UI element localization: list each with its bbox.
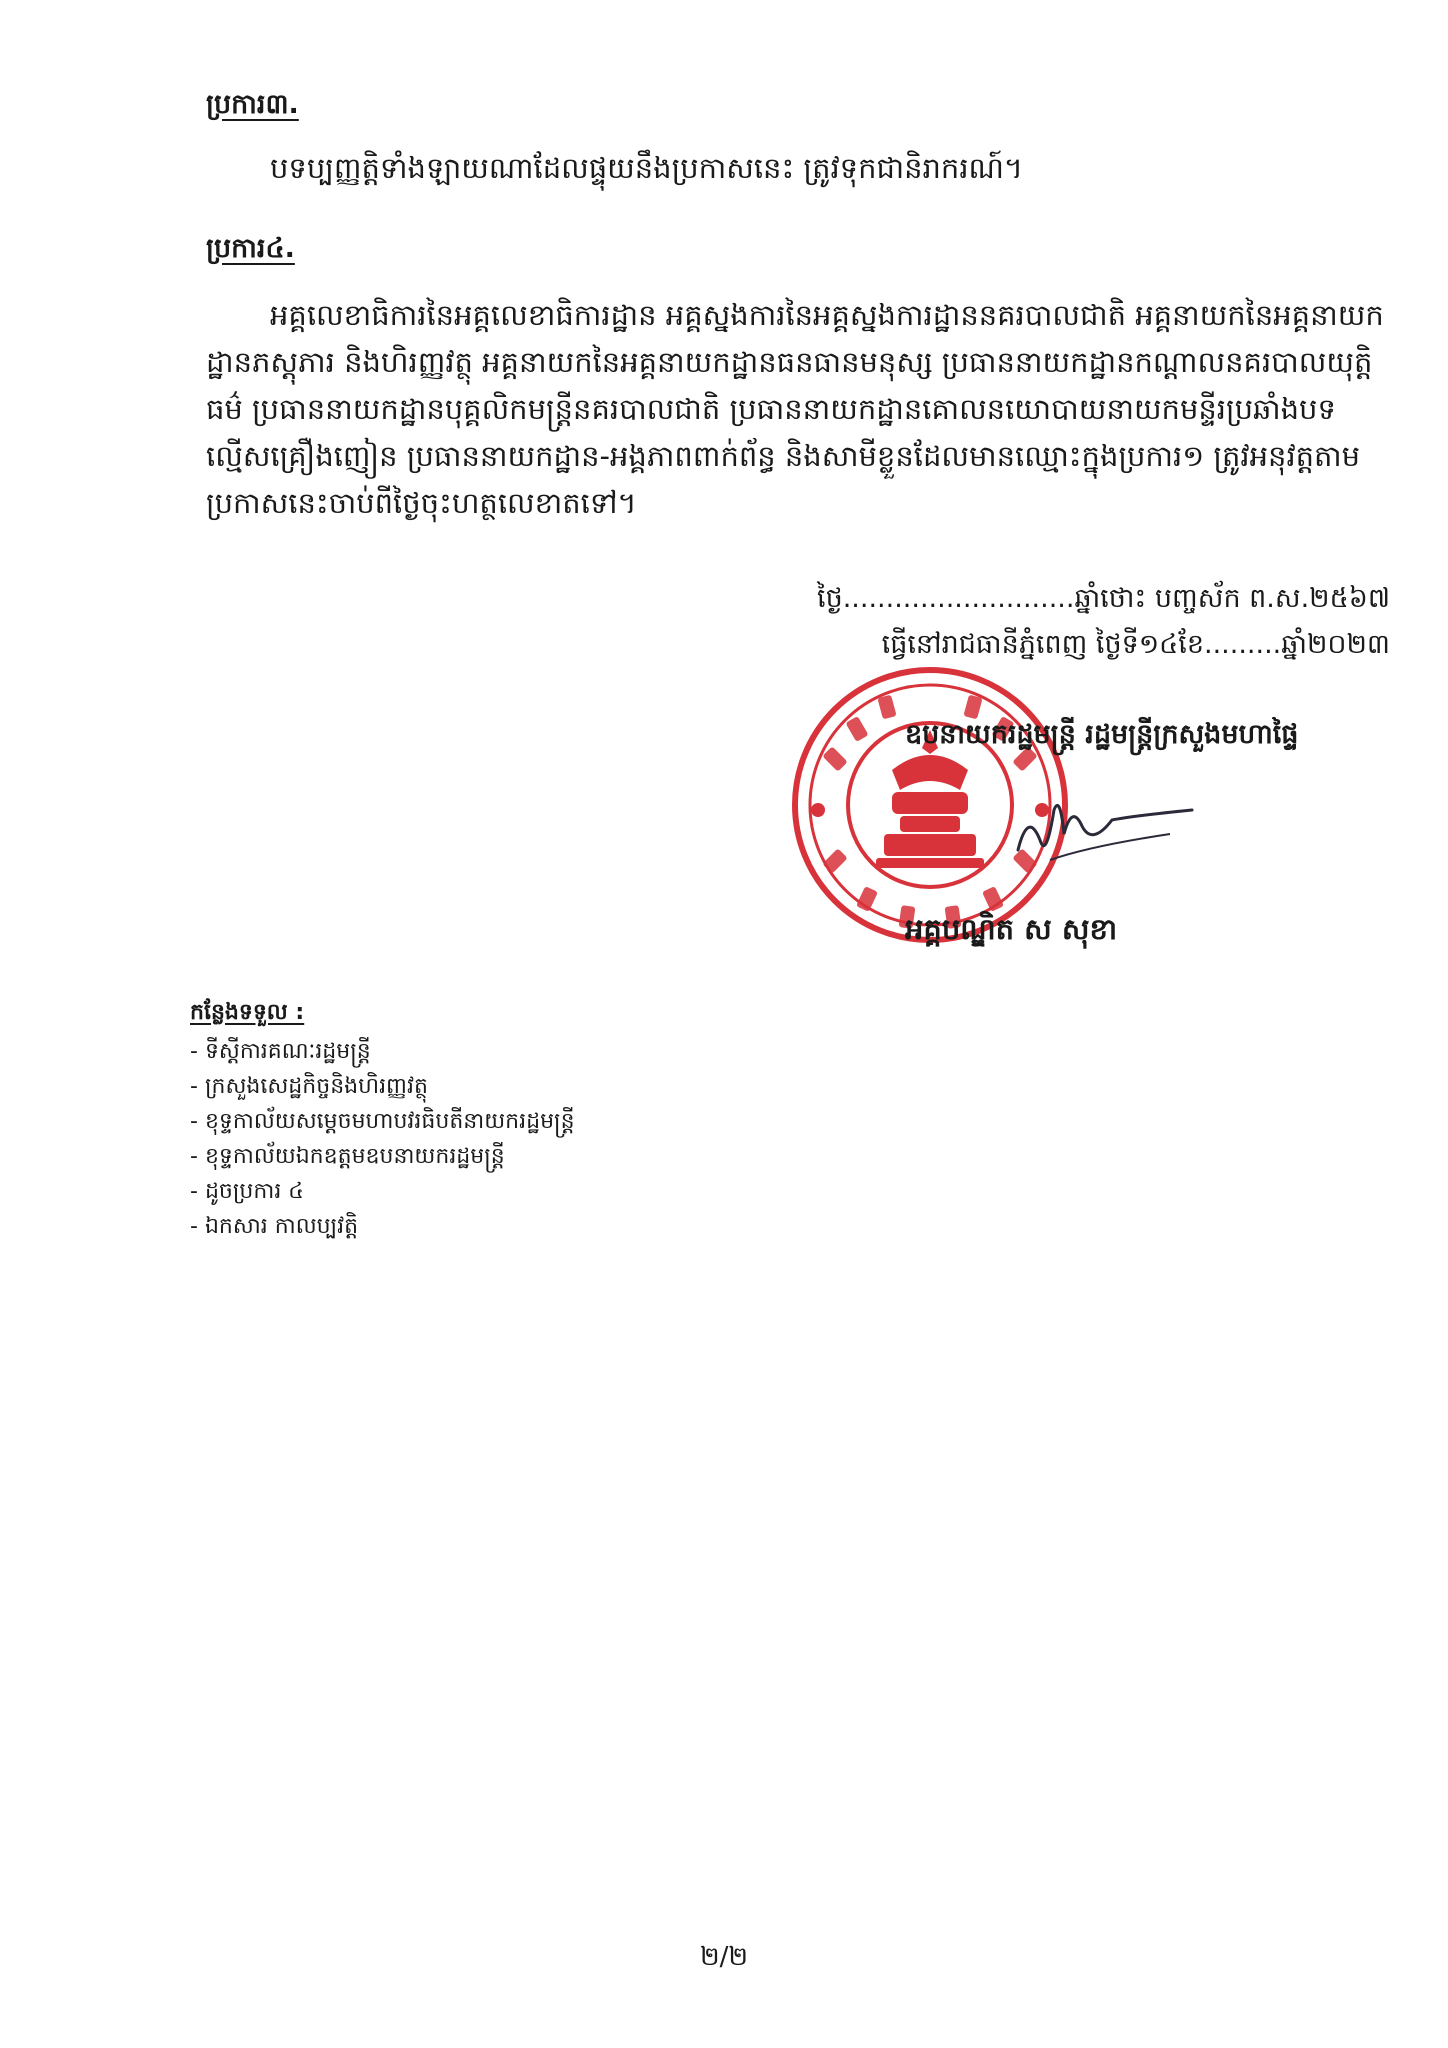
article-4-paragraph: អគ្គលេខាធិការនៃអគ្គលេខាធិការដ្ឋាន អគ្គស្នងការនៃអគ្គស្នងការដ្ឋាននគរបាលជាតិ អគ្គនាយកនៃអគ្គនាយកដ្ឋានភស្តុភារ និងហិរញ្ញវត្ថុ អគ្គនាយកនៃអគ្គនាយកដ្ឋានធនធានមនុស្ស ប្រធាននាយកដ្ឋានកណ្ដាលនគរបាលយុត្តិធម៌ ប្រធាននាយកដ្ឋានបុគ្គលិកមន្ត្រីនគរបាលជាតិ ប្រធាននាយកដ្ឋានគោលនយោបាយនាយកមន្ទីរប្រឆាំងបទល្មើសគ្រឿងញៀន ប្រធាននាយកដ្ឋាន-អង្គភាពពាក់ព័ន្ធ និងសាមីខ្លួនដែលមានឈ្មោះក្នុងប្រការ១ ត្រូវអនុវត្តតាមប្រកាសនេះចាប់ពីថ្ងៃចុះហត្ថលេខាតទៅ។	[206, 298, 1384, 520]
lunar-date: ថ្ងៃ...........................ឆ្នាំថោះ បញ្ចស័ក ព.ស.២៥៦៧	[817, 583, 1390, 614]
recipient-item: - ឯកសារ កាលប្បវត្តិ	[190, 1209, 575, 1244]
recipient-item: - ទីស្តីការគណៈរដ្ឋមន្ត្រី	[190, 1034, 575, 1069]
date-block	[700, 576, 1390, 668]
recipient-item: - ខុទ្ទកាល័យសម្តេចមហាបវរធិបតីនាយករដ្ឋមន្ត្រី	[190, 1104, 575, 1139]
recipients-list	[190, 995, 575, 1244]
recipient-item: - ដូចប្រការ ៤	[190, 1174, 575, 1209]
recipients-items	[190, 1034, 575, 1244]
signer-title: ឧបនាយករដ្ឋមន្ត្រី រដ្ឋមន្ត្រីក្រសួងមហាផ្ទៃ	[905, 719, 1299, 750]
recipient-item: - ខុទ្ទកាល័យឯកឧត្តមឧបនាយករដ្ឋមន្ត្រី	[190, 1139, 575, 1174]
recipient-item: - ក្រសួងសេដ្ឋកិច្ចនិងហិរញ្ញវត្ថុ	[190, 1069, 575, 1104]
handwritten-signature-icon	[1010, 790, 1200, 870]
article-4-text	[206, 292, 1386, 527]
article-3-heading: ប្រការ៣.	[206, 89, 299, 120]
recipients-heading: កន្លែងទទួល :	[190, 1000, 305, 1025]
signer-name: អគ្គបណ្ឌិត ស សុខា	[905, 912, 1118, 946]
article-3-paragraph: បទប្បញ្ញត្តិទាំងឡាយណាដែលផ្ទុយនឹងប្រកាសនេះ ត្រូវទុកជានិរាករណ៍។	[270, 151, 1024, 185]
page-number: ២/២	[699, 1942, 749, 1972]
article-3-text	[206, 145, 1386, 192]
solar-date: ធ្វើនៅរាជធានីភ្នំពេញ ថ្ងៃទី១៤ខែ.........ឆ្នាំ២០២៣	[881, 629, 1390, 660]
article-4-heading: ប្រការ៤.	[206, 233, 295, 264]
